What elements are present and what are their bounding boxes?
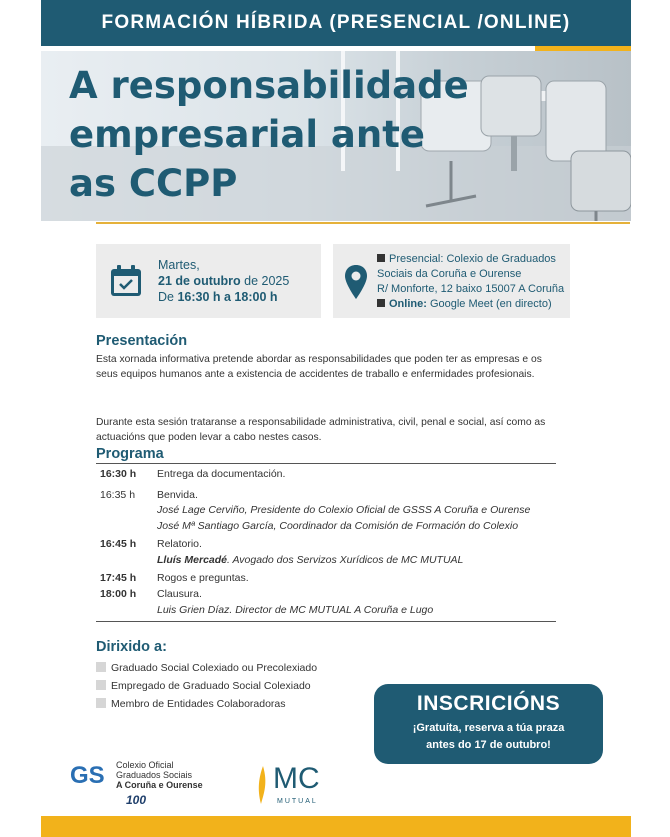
hero-image — [41, 51, 631, 221]
header-banner — [41, 0, 631, 46]
checkbox-icon — [96, 680, 106, 690]
banner-text: FORMACIÓN HÍBRIDA (PRESENCIAL /ONLINE) — [101, 12, 571, 33]
audience-item: Empregado de Graduado Social Colexiado — [96, 680, 311, 692]
mc-flame-icon — [255, 765, 271, 805]
map-pin-icon — [344, 264, 368, 300]
presentacion-paragraph-1: Esta xornada informativa pretende abordar as responsabilidades que poden ter as empresas e os seus equipos humanos ante a existencia de accidentes de traballo e enfermidades profesionais. — [96, 354, 542, 380]
programa-top-rule — [96, 463, 556, 464]
dirixido-heading: Dirixido a: — [96, 639, 167, 655]
event-date: Martes, 21 de outubro de 2025 De 16:30 h a 18:00 h — [158, 258, 290, 304]
colexio-logo: GS Colexio Oficial Graduados Sociais A Coruña e Ourense 100 — [70, 760, 203, 807]
presentacion-paragraph-2: Durante esta sesión trataranse a responsabilidade administrativa, civil, penal e social, así como as actuacións que poden levar a cabo nestes casos. — [96, 417, 546, 443]
checkbox-icon — [96, 698, 106, 708]
page-title: A responsabilidade empresarial ante as CCPP — [69, 64, 469, 206]
checkbox-icon — [96, 662, 106, 672]
inscricions-button[interactable]: INSCRICIÓNS ¡Gratuíta, reserva a túa praza antes do 17 de outubro! — [374, 684, 603, 764]
anniversary-100: 100 — [126, 793, 147, 807]
dirixido-section — [96, 639, 167, 655]
audience-item: Graduado Social Colexiado ou Precolexiado — [96, 662, 317, 674]
audience-item: Membro de Entidades Colaboradoras — [96, 698, 286, 710]
bullet-square — [377, 254, 385, 262]
presentacion-heading: Presentación — [96, 333, 188, 349]
programa-section — [96, 446, 164, 462]
speaker-name: Lluís Mercadé — [157, 554, 228, 566]
location-details: Presencial: Colexio de Graduados Sociais da Coruña e Ourense R/ Monforte, 12 baixo 15007 A Coruña Online: Google Meet (en directo) — [377, 253, 565, 310]
title-underline — [96, 222, 630, 224]
gs-mark: GS — [70, 762, 105, 789]
calendar-check-icon — [109, 264, 143, 298]
event-time: 16:30 h a 18:00 h — [177, 290, 278, 304]
bullet-square — [377, 299, 385, 307]
presentacion-section — [96, 333, 187, 349]
event-day: 21 de outubro — [158, 274, 241, 288]
inscricions-heading: INSCRICIÓNS — [416, 692, 561, 715]
location-box — [333, 244, 570, 318]
mc-mutual-logo: MC MUTUAL — [255, 762, 345, 812]
date-box — [96, 244, 321, 318]
programa-heading: Programa — [96, 446, 164, 462]
programa-bottom-rule — [96, 621, 556, 622]
footer-band — [41, 816, 631, 837]
